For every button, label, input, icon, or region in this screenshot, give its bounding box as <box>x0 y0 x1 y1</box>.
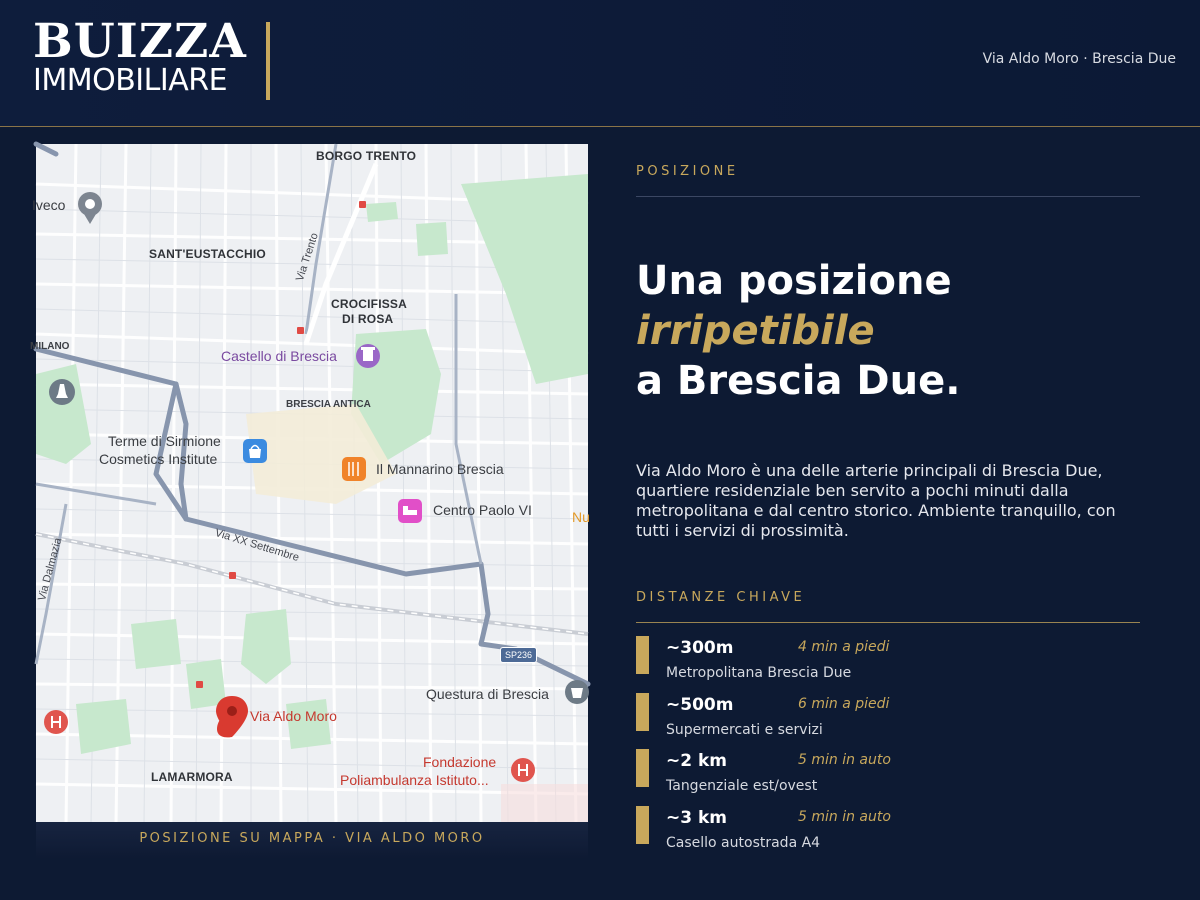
distance-value: ~300m <box>666 638 734 658</box>
map-label-via-dalmazia: Via Dalmazia <box>36 536 65 603</box>
map-label-di-rosa: DI ROSA <box>342 312 394 326</box>
map-label-nu: Nu <box>572 509 590 525</box>
map-label-via-xx-settembre: Via XX Settembre <box>213 527 301 564</box>
map-label-paolo[interactable]: Centro Paolo VI <box>433 502 532 518</box>
distance-value: ~2 km <box>666 751 728 772</box>
map-label-santeustacchio: SANT'EUSTACCHIO <box>149 247 266 261</box>
map-label-mannarino[interactable]: Il Mannarino Brescia <box>376 461 504 477</box>
map-label-iveco: Iveco <box>32 197 66 213</box>
distance-value: ~3 km <box>666 808 728 829</box>
distance-description: Supermercati e servizi <box>666 721 823 738</box>
distance-description: Casello autostrada A4 <box>666 835 821 852</box>
headline-accent: irripetibile <box>636 308 875 354</box>
header-address: Via Aldo Moro · Brescia Due <box>982 51 1176 67</box>
distance-value: ~500m <box>666 694 734 715</box>
map-label-fondazione[interactable]: Fondazione <box>423 754 497 770</box>
hospital-marker-icon <box>44 710 68 734</box>
distance-marker <box>636 749 649 787</box>
section-divider <box>636 196 1140 197</box>
police-marker-icon <box>565 680 589 704</box>
distance-description: Metropolitana Brescia Due <box>666 665 852 681</box>
distances-title: DISTANZE CHIAVE <box>636 590 806 605</box>
hotel-marker-icon <box>398 499 422 523</box>
distance-item <box>636 633 1140 690</box>
logo-divider <box>266 22 270 100</box>
distance-time: 5 min in auto <box>798 809 891 826</box>
map-label-lamarmora: LAMARMORA <box>151 770 233 784</box>
logo-wordmark: BUIZZA <box>33 14 247 69</box>
headline-line-1: Una posizione <box>636 258 952 304</box>
page-title <box>636 256 1140 406</box>
map-label-cosmetics[interactable]: Cosmetics Institute <box>99 451 218 467</box>
map-label-questura[interactable]: Questura di Brescia <box>426 686 549 702</box>
map-label-terme[interactable]: Terme di Sirmione <box>108 433 221 449</box>
distances-divider <box>636 622 1140 623</box>
castle-marker-icon <box>356 344 380 368</box>
location-description: Via Aldo Moro è una delle arterie principali di Brescia Due, quartiere residenziale ben servito a pochi minuti dalla metropolitana e dal centro storico. Ambiente tranquillo, con tutti i servizi di prossimità. <box>636 461 1116 540</box>
map-label-via-trento: Via Trento <box>294 231 321 283</box>
distance-item <box>636 746 1140 803</box>
distances-list <box>636 633 1140 860</box>
map-label-milano: MILANO <box>30 341 70 352</box>
distance-marker <box>636 806 649 844</box>
headline-line-2: a Brescia Due. <box>636 358 961 404</box>
map-label-crocifissa: CROCIFISSA <box>331 297 408 311</box>
map-label-aldo-moro[interactable]: Via Aldo Moro <box>250 708 337 724</box>
map-caption: POSIZIONE SU MAPPA · VIA ALDO MORO <box>36 822 588 858</box>
map-label-poliambulanza[interactable]: Poliambulanza Istituto... <box>340 772 489 788</box>
distance-marker <box>636 636 649 674</box>
location-map[interactable] <box>30 144 590 858</box>
monument-marker-icon <box>49 379 75 405</box>
hospital-marker-icon <box>511 758 535 782</box>
distance-time: 6 min a piedi <box>798 695 890 712</box>
distance-marker <box>636 693 649 731</box>
distance-description: Tangenziale est/ovest <box>666 778 818 795</box>
shopping-marker-icon <box>243 439 267 463</box>
restaurant-marker-icon <box>342 457 366 481</box>
map-label-brescia-antica: BRESCIA ANTICA <box>286 399 371 410</box>
distance-item <box>636 803 1140 860</box>
logo-subtitle: IMMOBILIARE <box>33 63 228 98</box>
map-label-sp236: SP236 <box>500 647 537 663</box>
map-label-borgo-trento: BORGO TRENTO <box>316 149 417 163</box>
map-label-castello[interactable]: Castello di Brescia <box>221 348 337 364</box>
distance-time: 5 min in auto <box>798 752 891 769</box>
section-eyebrow: POSIZIONE <box>636 164 739 179</box>
brand-logo[interactable] <box>33 14 247 98</box>
distance-time: 4 min a piedi <box>798 639 890 655</box>
distance-item <box>636 690 1140 747</box>
site-header <box>0 0 1200 127</box>
